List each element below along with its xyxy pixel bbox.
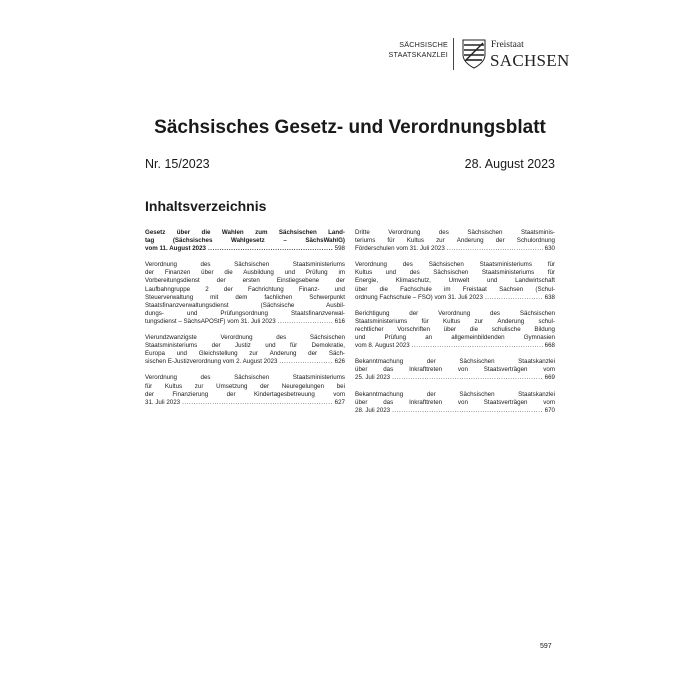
toc-heading: Inhaltsverzeichnis: [145, 198, 267, 214]
issue-number: Nr. 15/2023: [145, 157, 210, 171]
toc-entry-line: Laufbahngruppe 2 der Fachrichtung Finanz- und: [145, 285, 345, 293]
toc-entry-page: 638: [544, 293, 555, 301]
toc-entry-line: über das Inkrafttreten von Staatsverträgen vom: [355, 366, 555, 374]
page-number: 597: [540, 643, 552, 650]
toc-entry-page: 668: [544, 342, 555, 350]
toc-entry[interactable]: [355, 358, 555, 382]
toc-entry-line: über die Fachschule im Freistaat Sachsen (Schul-: [355, 285, 555, 293]
toc-entry-line: für Kultus zur Umsetzung der Neuregelungen bei: [145, 382, 345, 390]
toc-entry-text: 25. Juli 2023: [355, 374, 391, 382]
toc-entry[interactable]: [145, 229, 345, 253]
toc-entry-line: Steuerverwaltung mit dem fachlichen Schwerpunkt: [145, 293, 345, 301]
toc-entry-text: 28. Juli 2023: [355, 406, 391, 414]
toc-leader-dots: [278, 318, 333, 326]
toc-entry-line: Berichtigung der Verordnung des Sächsischen: [355, 309, 555, 317]
toc-column-right: [355, 229, 555, 423]
toc-entry-page: 669: [544, 374, 555, 382]
toc-entry-last-line: [355, 407, 555, 415]
toc-entry-line: Gesetz über die Wahlen zum Sächsischen Land-: [145, 229, 345, 236]
toc-entry-last-line: [355, 245, 555, 253]
toc-entry-line: tag (Sächsisches Wahlgesetz – SächsWahlG): [145, 237, 345, 245]
toc-entry-page: 616: [334, 317, 345, 325]
toc-entry-line: Europa und Gleichstellung zur Änderung der Säch-: [145, 350, 345, 358]
toc-entry-line: über das Inkrafttreten von Staatsverträgen vom: [355, 398, 555, 406]
logo-divider: [453, 38, 454, 70]
toc-entry-line: Staatsministeriums der Justiz und für Demokratie,: [145, 342, 345, 350]
toc-entry[interactable]: [145, 374, 345, 406]
brand-sachsen: SACHSEN: [490, 51, 570, 70]
toc-entry-line: Verordnung des Sächsischen Staatsministeriums für: [355, 261, 555, 269]
toc-leader-dots: [392, 407, 543, 415]
toc-entry-text: vom 11. August 2023: [145, 245, 206, 253]
toc-entry-line: rechtlicher Vorschriften über die schulische Bildung: [355, 325, 555, 333]
toc-entry-line: teriums für Kultus zur Änderung der Schulordnung: [355, 237, 555, 245]
toc-entry-text: ordnung Fachschule – FSO) vom 31. Juli 2023: [355, 293, 483, 301]
toc-entry-text: vom 8. August 2023: [355, 342, 410, 350]
logo-line-1: SÄCHSISCHE: [399, 40, 448, 49]
toc-entry-line: Verordnung des Sächsischen Staatsministeriums: [145, 374, 345, 382]
toc-entry-text: tungsdienst – SächsAPOStF) vom 31. Juli 2023: [145, 317, 276, 325]
toc-entry-line: Kultus und des Sächsischen Staatsministeriums für: [355, 269, 555, 277]
toc-entry-page: 630: [544, 245, 555, 253]
toc-entry-line: Vierundzwanzigste Verordnung des Sächsischen: [145, 334, 345, 342]
issue-date: 28. August 2023: [464, 157, 555, 171]
toc-entry-last-line: [145, 245, 345, 253]
toc-leader-dots: [182, 399, 333, 407]
toc-entry[interactable]: [355, 310, 555, 350]
toc-entry-last-line: [145, 318, 345, 326]
toc-entry-line: der Finanzen über die Ausbildung und Prüfung im: [145, 269, 345, 277]
toc-entry-line: Bekanntmachung der Sächsischen Staatskanzlei: [355, 390, 555, 398]
toc-entry[interactable]: [355, 261, 555, 301]
toc-entry-page: 670: [544, 406, 555, 414]
toc-entry-line: Staatsministeriums für Kultus zur Änderung schul-: [355, 317, 555, 325]
toc-leader-dots: [392, 374, 543, 382]
toc-entry[interactable]: [355, 391, 555, 415]
toc-entry-line: und Prüfung an allgemeinbildenden Gymnasien: [355, 334, 555, 342]
toc-entry-line: der Finanzierung der Kindertagesbetreuung vom: [145, 390, 345, 398]
toc-entry[interactable]: [145, 334, 345, 366]
toc-entry-last-line: [145, 399, 345, 407]
saxony-crest-icon: [462, 39, 486, 69]
toc-entry-last-line: [355, 294, 555, 302]
toc-entry-text: 31. Juli 2023: [145, 398, 181, 406]
toc-entry-line: Bekanntmachung der Sächsischen Staatskanzlei: [355, 358, 555, 366]
toc-entry-line: Vorbereitungsdienst der ersten Einstiegsebene der: [145, 277, 345, 285]
toc-entry-last-line: [145, 358, 345, 366]
toc-entry-page: 627: [334, 398, 345, 406]
toc-entry-page: 598: [334, 245, 345, 253]
toc-entry-line: Dritte Verordnung des Sächsischen Staatsminis-: [355, 229, 555, 236]
toc-entry-last-line: [355, 374, 555, 382]
toc-entry-line: Verordnung des Sächsischen Staatsministeriums: [145, 261, 345, 269]
toc-column-left: [145, 229, 345, 415]
toc-entry-page: 626: [334, 358, 345, 366]
page-title: Sächsisches Gesetz- und Verordnungsblatt: [154, 117, 546, 138]
toc-entry-line: Staatsfinanzverwaltungsdienst (Sächsische Ausbil-: [145, 301, 345, 309]
toc-entry-last-line: [355, 342, 555, 350]
toc-entry-text: sischen E-Justizverordnung vom 2. August 2023: [145, 358, 278, 366]
toc-entry[interactable]: [145, 261, 345, 326]
toc-leader-dots: [485, 294, 543, 302]
toc-entry-text: Förderschulen vom 31. Juli 2023: [355, 245, 445, 253]
brand-freistaat: Freistaat: [491, 40, 524, 50]
toc-leader-dots: [412, 342, 543, 350]
toc-entry-line: Energie, Klimaschutz, Umwelt und Landwirtschaft: [355, 277, 555, 285]
staatskanzlei-logo: [386, 40, 448, 60]
toc-leader-dots: [447, 245, 543, 253]
toc-leader-dots: [279, 358, 332, 366]
toc-entry-line: dungs- und Prüfungsordnung Staatsfinanzverwal-: [145, 309, 345, 317]
toc-entry[interactable]: [355, 229, 555, 253]
logo-line-2: STAATSKANZLEI: [388, 50, 448, 59]
toc-leader-dots: [208, 245, 333, 253]
